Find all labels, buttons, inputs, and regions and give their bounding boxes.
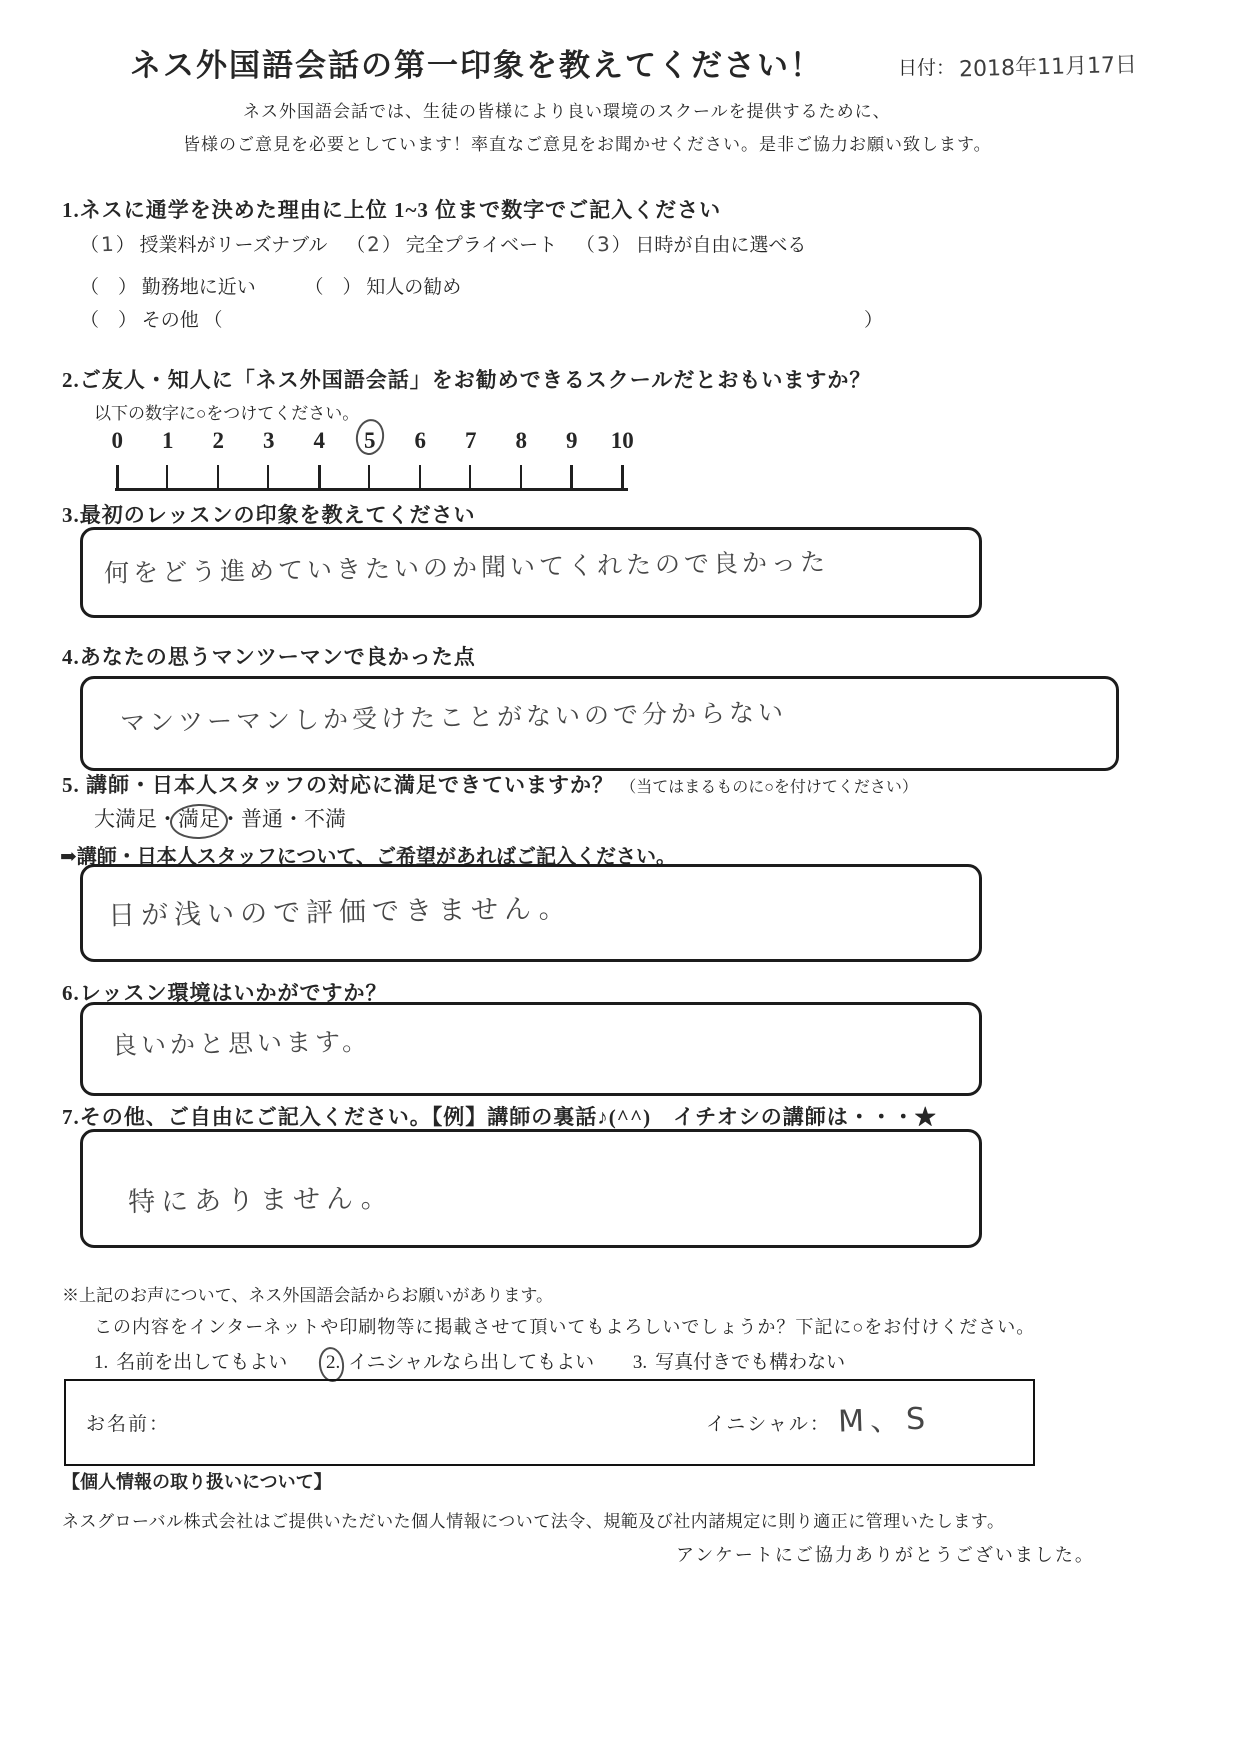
q3-answer-handwritten: 何をどう進めていきたいのか聞いてくれたので良かった [103, 547, 830, 588]
q2-title: 2.ご友人・知人に「ネス外国語会話」をお勧めできるスクールだとおもいますか？ [62, 368, 872, 392]
q1-option-label: 日時が自由に選べる [635, 235, 807, 256]
scale-tick [469, 465, 471, 488]
scale-tick [419, 465, 421, 488]
scale-digit: 10 [610, 428, 634, 453]
consent-question: この内容をインターネットや印刷物等に掲載させて頂いてもよろしいでしょうか？下記に○をお付けください。 [94, 1317, 1036, 1337]
name-initial-box [64, 1379, 1035, 1466]
scale-digit: 0 [111, 428, 123, 453]
scale-digit: 9 [566, 428, 578, 453]
date-label: 日付： [898, 58, 956, 79]
scale-digit: 2 [212, 428, 224, 453]
q5-option-fuman: 不満 [304, 807, 346, 831]
scale-number [446, 428, 497, 454]
q5-title: 5. 講師・日本人スタッフの対応に満足できていますか？ （当てはまるものに○を付けてください） [62, 773, 918, 797]
q1-option-workplace: （ ） 勤務地に近い [80, 277, 256, 298]
consent-option-photo: 3. 写真付きでも構わない [632, 1352, 846, 1373]
privacy-header: 【個人情報の取り扱いについて】 [62, 1472, 332, 1492]
scale-digit: 4 [313, 428, 325, 453]
q5-satisfaction-options: 大満足・満足・普通・不満 [94, 807, 346, 831]
q5-note: （当てはまるものに○を付けてください） [620, 779, 918, 796]
scale-tick [520, 465, 522, 488]
scale-number [143, 428, 194, 454]
scale-tick [570, 465, 573, 488]
q1-rank-1-handwritten: 1 [100, 231, 115, 257]
scale-number [244, 428, 295, 454]
date-field [898, 50, 1137, 81]
initial-value-handwritten: M、S [837, 1401, 932, 1440]
q2-scale-ruler [115, 460, 628, 491]
q1-ranked-options [80, 230, 820, 257]
scale-tick [318, 465, 321, 488]
q4-answer-handwritten: マンツーマンしか受けたことがないので分からない [119, 697, 788, 738]
page-title: ネス外国語会話の第一印象を教えてください！ [130, 48, 823, 83]
scale-tick [368, 465, 370, 488]
scale-number [547, 428, 598, 454]
scale-digit: 3 [263, 428, 275, 453]
scale-digit: 6 [414, 428, 426, 453]
initial-label: イニシャル： [706, 1414, 831, 1435]
q4-title: 4.あなたの思うマンツーマンで良かった点 [62, 645, 476, 669]
scale-tick [217, 465, 219, 488]
q3-title: 3.最初のレッスンの印象を教えてください [62, 503, 476, 527]
q7-title: 7.その他、ご自由にご記入ください。【例】講師の裏話♪(^^) イチオシの講師は・・・★ [62, 1105, 937, 1129]
intro-line-1: ネス外国語会話では、生徒の皆様により良い環境のスクールを提供するために、 [243, 102, 891, 121]
scale-number [395, 428, 446, 454]
scale-number [496, 428, 547, 454]
scale-tick [267, 465, 269, 488]
q5-option-manzoku: 満足 [178, 807, 220, 831]
scale-number [92, 428, 143, 454]
consent-options [94, 1347, 879, 1374]
date-value-handwritten: 2018年11月17日 [958, 52, 1138, 83]
q5-option-daimanzoku: 大満足 [94, 807, 157, 831]
thanks-message: アンケートにご協力ありがとうございました。 [676, 1545, 1095, 1565]
scale-tick [166, 465, 168, 488]
q1-option-schedule: （3） 日時が自由に選べる [575, 231, 807, 257]
q1-option-reasonable: （1） 授業料がリーズナブル [80, 231, 328, 257]
q5-followup-prompt: ➡講師・日本人スタッフについて、ご希望があればご記入ください。 [60, 846, 676, 868]
scale-digit: 8 [515, 428, 527, 453]
q1-option-label: 完全プライベート [405, 235, 558, 256]
q1-other-close-paren: ） [864, 310, 884, 331]
q2-scale-numbers [92, 428, 648, 454]
q6-title: 6.レッスン環境はいかがですか？ [62, 981, 388, 1005]
q5-option-futsuu: 普通 [241, 807, 283, 831]
q7-answer-handwritten: 特にありません。 [127, 1182, 394, 1219]
q5-answer-handwritten: 日が浅いので評価できません。 [107, 893, 572, 932]
name-label: お名前： [86, 1414, 171, 1435]
q1-option-other: （ ） その他 （ [80, 310, 223, 331]
consent-option-name: 1. 名前を出してもよい [94, 1352, 288, 1373]
q1-rank-2-handwritten: 2 [366, 231, 381, 257]
scale-number [193, 428, 244, 454]
q1-rank-3-handwritten: 3 [596, 231, 611, 257]
privacy-text: ネスグローバル株式会社はご提供いただいた個人情報について法令、規範及び社内諸規定に則り適正に管理いたします。 [62, 1512, 1005, 1531]
scale-digit: 1 [162, 428, 174, 453]
scale-digit: 5 [364, 428, 376, 453]
q1-option-label: 授業料がリーズナブル [139, 235, 328, 256]
scale-tick [116, 465, 119, 488]
q2-instruction: 以下の数字に○をつけてください。 [94, 404, 360, 423]
consent-note: ※上記のお声について、ネス外国語会話からお願いがあります。 [62, 1286, 553, 1305]
q1-title: 1.ネスに通学を決めた理由に上位 1~3 位まで数字でご記入ください [62, 198, 722, 222]
scale-number [597, 428, 648, 454]
intro-line-2: 皆様のご意見を必要としています！率直なご意見をお聞かせください。是非ご協力お願い致します。 [183, 135, 992, 154]
scale-number [294, 428, 345, 454]
q1-unranked-options [80, 272, 505, 299]
q1-option-private: （2） 完全プライベート [346, 231, 558, 257]
q6-answer-handwritten: 良いかと思います。 [111, 1026, 372, 1061]
consent-option-initial: 2. イニシャルなら出してもよい [326, 1352, 595, 1373]
scale-digit: 7 [465, 428, 477, 453]
scale-number [345, 428, 396, 454]
q1-option-referral: （ ） 知人の勧め [304, 277, 462, 298]
scale-tick [621, 465, 624, 488]
